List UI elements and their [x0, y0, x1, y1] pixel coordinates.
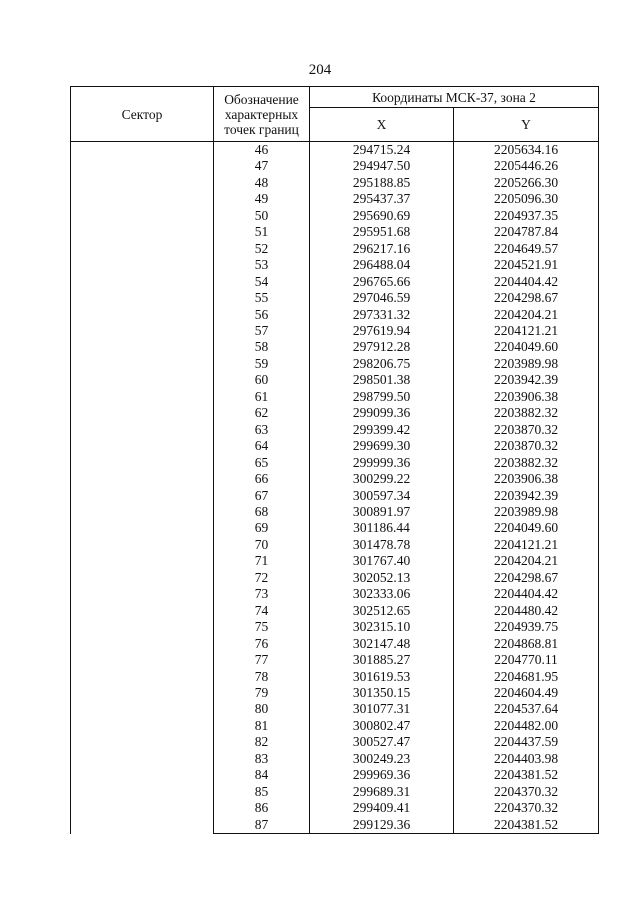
y-coordinate-cell: 2204049.60: [454, 520, 599, 536]
x-coordinate-cell: 294715.24: [310, 142, 454, 159]
x-coordinate-cell: 298206.75: [310, 356, 454, 372]
y-coordinate-cell: 2204204.21: [454, 307, 599, 323]
point-cell: 50: [214, 208, 310, 224]
y-coordinate-cell: 2204482.00: [454, 718, 599, 734]
header-y: Y: [454, 108, 599, 142]
table-header: [71, 87, 599, 142]
point-cell: 56: [214, 307, 310, 323]
y-coordinate-cell: 2203906.38: [454, 471, 599, 487]
y-coordinate-cell: 2203870.32: [454, 422, 599, 438]
sector-cell: [71, 142, 214, 834]
x-coordinate-cell: 301186.44: [310, 520, 454, 536]
point-cell: 60: [214, 372, 310, 388]
y-coordinate-cell: 2203942.39: [454, 372, 599, 388]
x-coordinate-cell: 295690.69: [310, 208, 454, 224]
point-cell: 70: [214, 537, 310, 553]
point-cell: 87: [214, 817, 310, 834]
x-coordinate-cell: 301885.27: [310, 652, 454, 668]
point-cell: 64: [214, 438, 310, 454]
point-cell: 84: [214, 767, 310, 783]
header-sector: Сектор: [71, 87, 214, 142]
x-coordinate-cell: 301077.31: [310, 701, 454, 717]
x-coordinate-cell: 299689.31: [310, 784, 454, 800]
x-coordinate-cell: 301619.53: [310, 669, 454, 685]
point-cell: 55: [214, 290, 310, 306]
point-cell: 48: [214, 175, 310, 191]
y-coordinate-cell: 2204868.81: [454, 636, 599, 652]
point-cell: 57: [214, 323, 310, 339]
x-coordinate-cell: 301350.15: [310, 685, 454, 701]
y-coordinate-cell: 2204521.91: [454, 257, 599, 273]
x-coordinate-cell: 299699.30: [310, 438, 454, 454]
point-cell: 53: [214, 257, 310, 273]
x-coordinate-cell: 298501.38: [310, 372, 454, 388]
x-coordinate-cell: 295188.85: [310, 175, 454, 191]
point-cell: 62: [214, 405, 310, 421]
x-coordinate-cell: 299399.42: [310, 422, 454, 438]
y-coordinate-cell: 2205446.26: [454, 158, 599, 174]
y-coordinate-cell: 2204604.49: [454, 685, 599, 701]
y-coordinate-cell: 2204770.11: [454, 652, 599, 668]
y-coordinate-cell: 2205266.30: [454, 175, 599, 191]
y-coordinate-cell: 2204204.21: [454, 553, 599, 569]
y-coordinate-cell: 2205096.30: [454, 191, 599, 207]
y-coordinate-cell: 2203882.32: [454, 455, 599, 471]
point-cell: 86: [214, 800, 310, 816]
header-x: X: [310, 108, 454, 142]
x-coordinate-cell: 296217.16: [310, 241, 454, 257]
point-cell: 83: [214, 751, 310, 767]
coordinates-table: [70, 86, 599, 834]
point-cell: 76: [214, 636, 310, 652]
y-coordinate-cell: 2203942.39: [454, 488, 599, 504]
y-coordinate-cell: 2204437.59: [454, 734, 599, 750]
point-cell: 78: [214, 669, 310, 685]
point-cell: 79: [214, 685, 310, 701]
x-coordinate-cell: 295951.68: [310, 224, 454, 240]
y-coordinate-cell: 2204381.52: [454, 767, 599, 783]
x-coordinate-cell: 302512.65: [310, 603, 454, 619]
y-coordinate-cell: 2204403.98: [454, 751, 599, 767]
x-coordinate-cell: 302333.06: [310, 586, 454, 602]
y-coordinate-cell: 2203882.32: [454, 405, 599, 421]
x-coordinate-cell: 299099.36: [310, 405, 454, 421]
point-cell: 72: [214, 570, 310, 586]
x-coordinate-cell: 297046.59: [310, 290, 454, 306]
point-cell: 59: [214, 356, 310, 372]
table-body: [71, 142, 599, 834]
point-cell: 80: [214, 701, 310, 717]
point-cell: 77: [214, 652, 310, 668]
y-coordinate-cell: 2204298.67: [454, 290, 599, 306]
point-cell: 61: [214, 389, 310, 405]
x-coordinate-cell: 299999.36: [310, 455, 454, 471]
point-cell: 51: [214, 224, 310, 240]
y-coordinate-cell: 2204937.35: [454, 208, 599, 224]
point-cell: 73: [214, 586, 310, 602]
y-coordinate-cell: 2204480.42: [454, 603, 599, 619]
y-coordinate-cell: 2204381.52: [454, 817, 599, 834]
y-coordinate-cell: 2204049.60: [454, 339, 599, 355]
point-cell: 74: [214, 603, 310, 619]
point-cell: 66: [214, 471, 310, 487]
y-coordinate-cell: 2204121.21: [454, 323, 599, 339]
point-cell: 54: [214, 274, 310, 290]
y-coordinate-cell: 2204404.42: [454, 586, 599, 602]
x-coordinate-cell: 299969.36: [310, 767, 454, 783]
point-cell: 67: [214, 488, 310, 504]
header-point: Обозначение характерных точек границ: [214, 87, 310, 142]
y-coordinate-cell: 2204404.42: [454, 274, 599, 290]
x-coordinate-cell: 296488.04: [310, 257, 454, 273]
y-coordinate-cell: 2204939.75: [454, 619, 599, 635]
y-coordinate-cell: 2205634.16: [454, 142, 599, 159]
y-coordinate-cell: 2204649.57: [454, 241, 599, 257]
y-coordinate-cell: 2204370.32: [454, 784, 599, 800]
x-coordinate-cell: 295437.37: [310, 191, 454, 207]
y-coordinate-cell: 2203906.38: [454, 389, 599, 405]
x-coordinate-cell: 300299.22: [310, 471, 454, 487]
point-cell: 63: [214, 422, 310, 438]
x-coordinate-cell: 297331.32: [310, 307, 454, 323]
y-coordinate-cell: 2203989.98: [454, 504, 599, 520]
x-coordinate-cell: 300891.97: [310, 504, 454, 520]
x-coordinate-cell: 301478.78: [310, 537, 454, 553]
point-cell: 68: [214, 504, 310, 520]
point-cell: 65: [214, 455, 310, 471]
y-coordinate-cell: 2203870.32: [454, 438, 599, 454]
x-coordinate-cell: 299409.41: [310, 800, 454, 816]
x-coordinate-cell: 298799.50: [310, 389, 454, 405]
point-cell: 82: [214, 734, 310, 750]
point-cell: 75: [214, 619, 310, 635]
x-coordinate-cell: 300527.47: [310, 734, 454, 750]
point-cell: 58: [214, 339, 310, 355]
header-coordinates-group: Координаты МСК-37, зона 2: [310, 87, 599, 108]
y-coordinate-cell: 2204370.32: [454, 800, 599, 816]
point-cell: 52: [214, 241, 310, 257]
point-cell: 47: [214, 158, 310, 174]
x-coordinate-cell: 302052.13: [310, 570, 454, 586]
x-coordinate-cell: 297912.28: [310, 339, 454, 355]
y-coordinate-cell: 2204537.64: [454, 701, 599, 717]
page-number: 204: [308, 62, 332, 78]
x-coordinate-cell: 296765.66: [310, 274, 454, 290]
point-cell: 49: [214, 191, 310, 207]
x-coordinate-cell: 300597.34: [310, 488, 454, 504]
x-coordinate-cell: 300802.47: [310, 718, 454, 734]
point-cell: 69: [214, 520, 310, 536]
x-coordinate-cell: 300249.23: [310, 751, 454, 767]
point-cell: 71: [214, 553, 310, 569]
point-cell: 46: [214, 142, 310, 159]
y-coordinate-cell: 2203989.98: [454, 356, 599, 372]
table-row: [71, 142, 599, 159]
y-coordinate-cell: 2204121.21: [454, 537, 599, 553]
x-coordinate-cell: 299129.36: [310, 817, 454, 834]
x-coordinate-cell: 302147.48: [310, 636, 454, 652]
x-coordinate-cell: 301767.40: [310, 553, 454, 569]
y-coordinate-cell: 2204298.67: [454, 570, 599, 586]
point-cell: 81: [214, 718, 310, 734]
x-coordinate-cell: 297619.94: [310, 323, 454, 339]
point-cell: 85: [214, 784, 310, 800]
x-coordinate-cell: 302315.10: [310, 619, 454, 635]
y-coordinate-cell: 2204787.84: [454, 224, 599, 240]
y-coordinate-cell: 2204681.95: [454, 669, 599, 685]
x-coordinate-cell: 294947.50: [310, 158, 454, 174]
